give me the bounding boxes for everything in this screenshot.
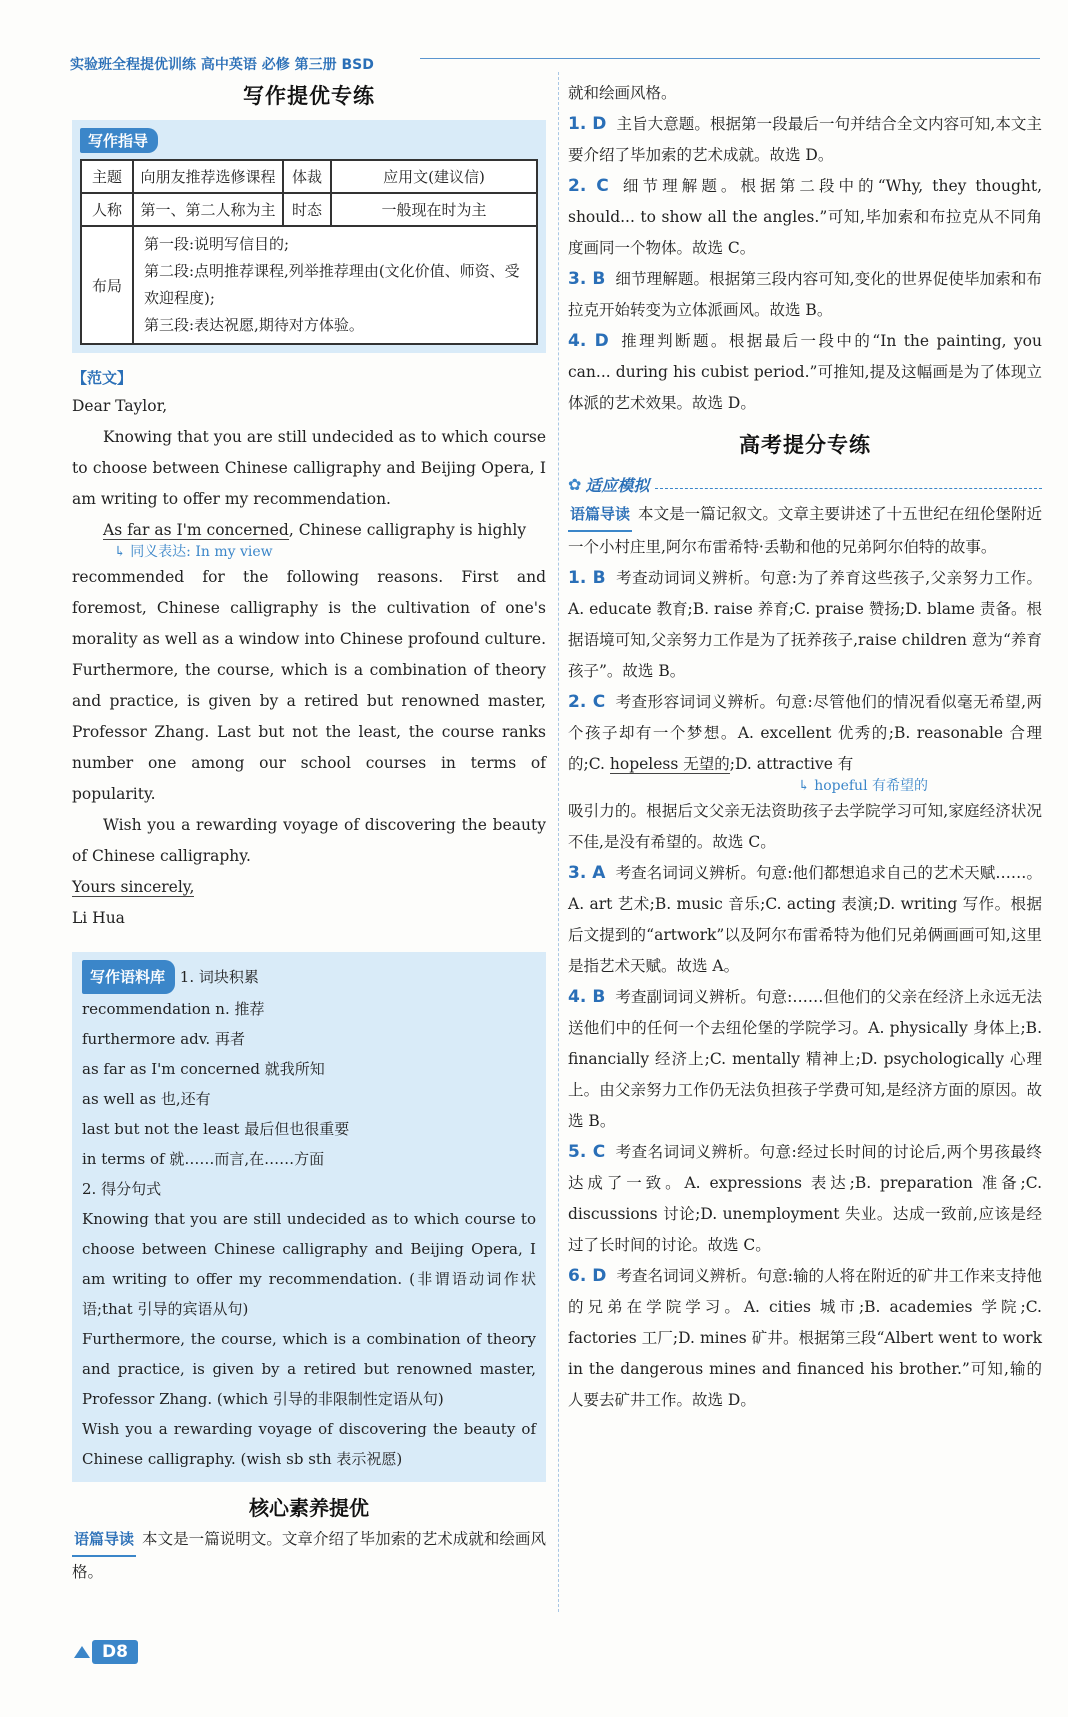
model-essay-tag: 【范文】 <box>72 369 133 387</box>
answer-number: 4. D <box>568 331 609 351</box>
answer-item <box>568 264 1042 326</box>
synonym-text: 同义表达: In my view <box>130 544 273 560</box>
corpus-item: in terms of 就……而言,在……方面 <box>82 1150 325 1168</box>
table-cell: 时态 <box>283 193 331 226</box>
answer-item <box>568 982 1042 1137</box>
closing <box>72 872 546 903</box>
answer-item <box>568 109 1042 171</box>
answer-text-continued: 吸引力的。根据后文父亲无法资助孩子去学院学习可知,家庭经济状况不佳,是没有希望的。故选 C。 <box>568 802 1042 851</box>
underlined-phrase: hopeless 无望的 <box>609 755 730 773</box>
answer-text: 考查副词词义辨析。句意:……但他们的父亲在经济上永远无法送他们中的任何一个去纽伦堡的学院学习。A. physically 身体上;B. financially 经济上;C. mentally 精神上;D. psychologically 心理上。由父亲努力工作仍无法负担孩子学费可知,是经济方面的原因。故选 B。 <box>568 988 1042 1130</box>
core-lead <box>72 1524 546 1588</box>
page-number: D8 <box>92 1640 138 1664</box>
practice-label: 适应模拟 <box>585 475 650 495</box>
corpus-item: as far as I'm concerned 就我所知 <box>82 1060 325 1078</box>
answer-item <box>568 858 1042 982</box>
writing-corpus-box <box>72 952 546 1482</box>
corpus-item: furthermore adv. 再者 <box>82 1030 245 1048</box>
table-cell: 人称 <box>81 193 133 226</box>
header-text: 实验班全程提优训练 高中英语 必修 第三册 BSD <box>70 57 374 73</box>
answer-number: 3. B <box>568 269 606 289</box>
answer-item <box>568 171 1042 264</box>
writing-section-title: 写作提优专练 <box>243 84 375 108</box>
running-header <box>70 52 1040 74</box>
closing-text: Yours sincerely, <box>72 878 195 896</box>
answer-number: 2. C <box>568 692 606 712</box>
antonym-text: hopeful 有希望的 <box>814 778 929 794</box>
dotted-rule <box>655 488 1042 489</box>
curve-arrow-icon: ↳ <box>798 778 815 794</box>
antonym-note <box>798 776 1042 796</box>
core-section-title: 核心素养提优 <box>249 1496 369 1520</box>
table-cell: 主题 <box>81 160 133 193</box>
corpus-tag: 写作语料库 <box>82 960 175 994</box>
curve-arrow-icon: ↳ <box>114 544 131 560</box>
corpus-sentence: Knowing that you are still undecided as to which course to choose between Chinese calligraphy and Beijing Opera, I am writing to offer my recommendation. (非谓语动词作状语;that 引导的宾语从句) <box>82 1210 536 1318</box>
salutation: Dear Taylor, <box>72 397 168 415</box>
gaokao-lead <box>568 499 1042 563</box>
left-column <box>72 78 546 1588</box>
corpus-item: last but not the least 最后但也很重要 <box>82 1120 350 1138</box>
table-cell: 体裁 <box>283 160 331 193</box>
answer-number: 5. C <box>568 1142 606 1162</box>
answer-text: 考查名词词义辨析。句意:输的人将在附近的矿井工作来支持他的兄弟在学院学习。A. cities 城市;B. academies 学院;C. factories 工厂;D. mines 矿井。根据第三段“Albert went to work in the dangerous mines and financed his brother.”可知,输的人要去矿井工作。故选 D。 <box>568 1267 1042 1409</box>
answer-text: 推理判断题。根据最后一段中的“In the painting, you can... during his cubist period.”可推知,提及这幅画是为了体现立体派的艺术效果。故选 D。 <box>568 332 1042 412</box>
answer-text: ;D. attractive 有 <box>729 755 854 773</box>
table-row <box>81 193 537 226</box>
answer-text: 考查名词词义辨析。句意:他们都想追求自己的艺术天赋……。A. art 艺术;B. music 音乐;C. acting 表演;D. writing 写作。根据后文提到的“artwork”以及阿尔布雷希特为他们兄弟俩画画可知,这里是指艺术天赋。故选 A。 <box>568 864 1042 975</box>
corpus-item: as well as 也,还有 <box>82 1090 211 1108</box>
corpus-heading: 2. 得分句式 <box>82 1180 162 1198</box>
right-column <box>568 78 1042 1416</box>
answer-number: 4. B <box>568 987 606 1007</box>
table-cell: 布局 <box>81 226 133 344</box>
table-cell: 向朋友推荐选修课程 <box>133 160 283 193</box>
corpus-sentence: Wish you a rewarding voyage of discovering the beauty of Chinese calligraphy. (wish sb sth 表示祝愿) <box>82 1420 536 1468</box>
core-lead-text: 本文是一篇说明文。文章介绍了毕加索的艺术成就和绘画风格。 <box>72 1530 546 1581</box>
corpus-heading-line <box>82 960 536 994</box>
gaokao-section-title: 高考提分专练 <box>739 433 871 457</box>
writing-guide-tag: 写作指导 <box>80 128 158 153</box>
core-lead-tag: 语篇导读 <box>72 1524 136 1557</box>
layout-line: 第三段:表达祝愿,期待对方体验。 <box>144 316 364 334</box>
answer-item <box>568 326 1042 419</box>
table-row <box>81 226 537 344</box>
header-rule <box>420 58 1040 59</box>
answer-item <box>568 687 1042 780</box>
writing-guide-box <box>72 120 546 353</box>
signature: Li Hua <box>72 909 125 927</box>
table-cell: 第一、第二人称为主 <box>133 193 283 226</box>
answer-text: 考查动词词义辨析。句意:为了养育这些孩子,父亲努力工作。A. educate 教育;B. raise 养育;C. praise 赞扬;D. blame 责备。根据语境可知,父亲努力工作是为了抚养孩子,raise children 意为“养育孩子”。故选 B。 <box>568 569 1042 680</box>
answer-item <box>568 563 1042 687</box>
answer-text: 考查名词词义辨析。句意:经过长时间的讨论后,两个男孩最终达成了一致。A. expressions 表达;B. preparation 准备;C. discussions 讨论;D. unemployment 失业。达成一致前,应该是经过了长时间的讨论。故选 C。 <box>568 1143 1042 1254</box>
page-footer <box>74 1640 138 1664</box>
essay-paragraph: recommended for the following reasons. First and foremost, Chinese calligraphy is the cultivation of one's morality as well as a window into Chinese profound culture. Furthermore, the course, which is a combination of theory and practice, is given by a retired but renowned master, Professor Zhang. Last but not the least, the course ranks number one among our school courses in terms of popularity. <box>72 568 546 803</box>
underlined-phrase: As far as I'm concerned <box>103 521 289 539</box>
answer-number: 2. C <box>568 176 609 196</box>
practice-subheading <box>568 469 1042 499</box>
answer-number: 6. D <box>568 1266 607 1286</box>
corpus-sentence: Furthermore, the course, which is a combination of theory and practice, is given by a retired but renowned master, Professor Zhang. (which 引导的非限制性定语从句) <box>82 1330 536 1408</box>
answer-number: 3. A <box>568 863 606 883</box>
answer-item <box>568 1137 1042 1261</box>
table-row <box>81 160 537 193</box>
column-divider <box>558 72 559 1612</box>
corpus-heading: 1. 词块积累 <box>179 968 259 986</box>
answer-text: 主旨大意题。根据第一段最后一句并结合全文内容可知,本文主要介绍了毕加索的艺术成就。故选 D。 <box>568 115 1042 164</box>
table-cell: 一般现在时为主 <box>331 193 537 226</box>
answer-text: 细节理解题。根据第二段中的“Why, they thought, should... to show all the angles.”可知,毕加索和布拉克从不同角度画同一个物体。故选 C。 <box>568 177 1043 257</box>
answer-text: 细节理解题。根据第三段内容可知,变化的世界促使毕加索和布拉克开始转变为立体派画风。故选 B。 <box>568 270 1042 319</box>
gear-icon: ✿ <box>568 474 582 494</box>
layout-line: 第二段:点明推荐课程,列举推荐理由(文化价值、师资、受欢迎程度); <box>144 262 520 307</box>
answer-text: 考查形容词词义辨析。句意:尽管他们的情况看似毫无希望,两个孩子却有一个梦想。A. excellent 优秀的;B. reasonable 合理的;C. <box>568 693 1042 773</box>
gaokao-lead-tag: 语篇导读 <box>568 499 632 532</box>
table-cell: 应用文(建议信) <box>331 160 537 193</box>
writing-guide-table <box>80 159 538 345</box>
essay-paragraph: Knowing that you are still undecided as to which course to choose between Chinese calligraphy and Beijing Opera, I am writing to offer my recommendation. <box>72 428 546 508</box>
layout-line: 第一段:说明写信目的; <box>144 235 290 253</box>
answer-number: 1. D <box>568 114 607 134</box>
up-arrow-icon <box>74 1646 90 1658</box>
essay-paragraph: Wish you a rewarding voyage of discovering the beauty of Chinese calligraphy. <box>72 816 546 865</box>
core-lead-continued: 就和绘画风格。 <box>568 84 677 102</box>
corpus-item: recommendation n. 推荐 <box>82 1000 265 1018</box>
text: , Chinese calligraphy is highly <box>288 521 527 539</box>
answer-number: 1. B <box>568 568 606 588</box>
gaokao-lead-text: 本文是一篇记叙文。文章主要讲述了十五世纪在纽伦堡附近一个小村庄里,阿尔布雷希特·丢勒和他的兄弟阿尔伯特的故事。 <box>568 505 1042 556</box>
layout-cell <box>133 226 537 344</box>
answer-item <box>568 1261 1042 1416</box>
